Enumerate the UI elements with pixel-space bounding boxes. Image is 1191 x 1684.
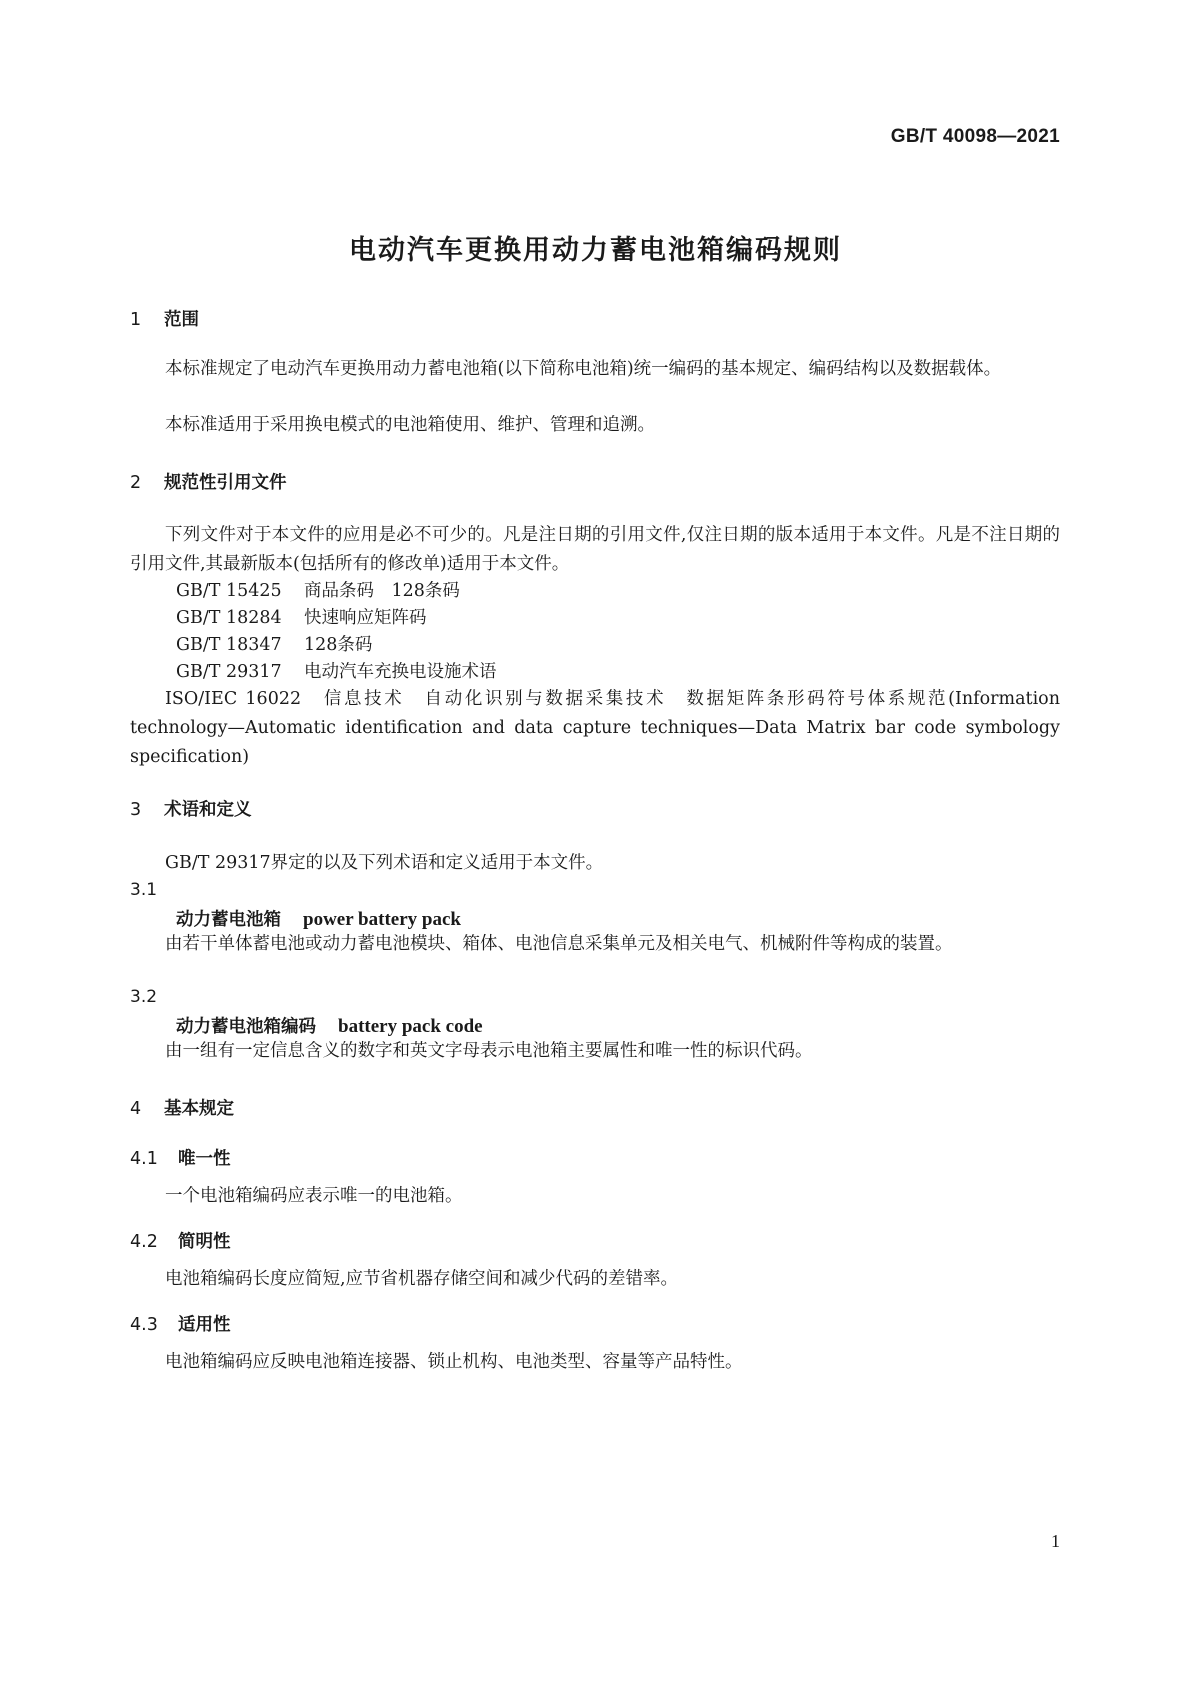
- term-number: 3.1: [130, 880, 158, 900]
- section-3-intro: GB/T 29317界定的以及下列术语和定义适用于本文件。: [165, 853, 604, 873]
- section-heading-3: 3 术语和定义: [130, 800, 252, 820]
- subsection-text: 电池箱编码应反映电池箱连接器、锁止机构、电池类型、容量等产品特性。: [165, 1352, 743, 1372]
- subsection-text: 一个电池箱编码应表示唯一的电池箱。: [165, 1186, 463, 1206]
- term-definition: 由若干单体蓄电池或动力蓄电池模块、箱体、电池信息采集单元及相关电气、机械附件等构成的装置。: [165, 934, 953, 954]
- reference-item: GB/T 29317 电动汽车充换电设施术语: [176, 662, 497, 682]
- reference-item-iso: ISO/IEC 16022 信息技术 自动化识别与数据采集技术 数据矩阵条形码符号体系规范(Information technology—Automatic identification and data capture techniques—Data Matrix bar code symbology specification): [130, 689, 1060, 767]
- subsection-text: 电池箱编码长度应简短,应节省机器存储空间和减少代码的差错率。: [165, 1269, 679, 1289]
- term-heading: 动力蓄电池箱编码 battery pack code: [176, 1016, 483, 1037]
- reference-item: GB/T 18347 128条码: [176, 635, 373, 655]
- page-number: 1: [1051, 1531, 1060, 1551]
- term-heading: 动力蓄电池箱 power battery pack: [176, 909, 461, 930]
- section-heading-4: 4 基本规定: [130, 1099, 234, 1119]
- section-heading-2: 2 规范性引用文件: [130, 473, 287, 493]
- term-number: 3.2: [130, 987, 158, 1007]
- section-1-paragraph-1: 本标准规定了电动汽车更换用动力蓄电池箱(以下简称电池箱)统一编码的基本规定、编码结构以及数据载体。: [165, 359, 1002, 379]
- standard-code: GB/T 40098—2021: [890, 126, 1060, 147]
- subsection-heading: 4.3 适用性: [130, 1315, 231, 1335]
- subsection-heading: 4.2 简明性: [130, 1232, 231, 1252]
- reference-item: GB/T 18284 快速响应矩阵码: [176, 608, 427, 628]
- section-2-intro: 下列文件对于本文件的应用是必不可少的。凡是注日期的引用文件,仅注日期的版本适用于本文件。凡是不注日期的引用文件,其最新版本(包括所有的修改单)适用于本文件。: [130, 525, 1060, 574]
- section-heading-1: 1 范围: [130, 310, 199, 330]
- document-title: 电动汽车更换用动力蓄电池箱编码规则: [349, 235, 842, 266]
- reference-item: GB/T 15425 商品条码 128条码: [176, 581, 460, 601]
- term-definition: 由一组有一定信息含义的数字和英文字母表示电池箱主要属性和唯一性的标识代码。: [165, 1041, 813, 1061]
- subsection-heading: 4.1 唯一性: [130, 1149, 231, 1169]
- section-1-paragraph-2: 本标准适用于采用换电模式的电池箱使用、维护、管理和追溯。: [165, 415, 655, 435]
